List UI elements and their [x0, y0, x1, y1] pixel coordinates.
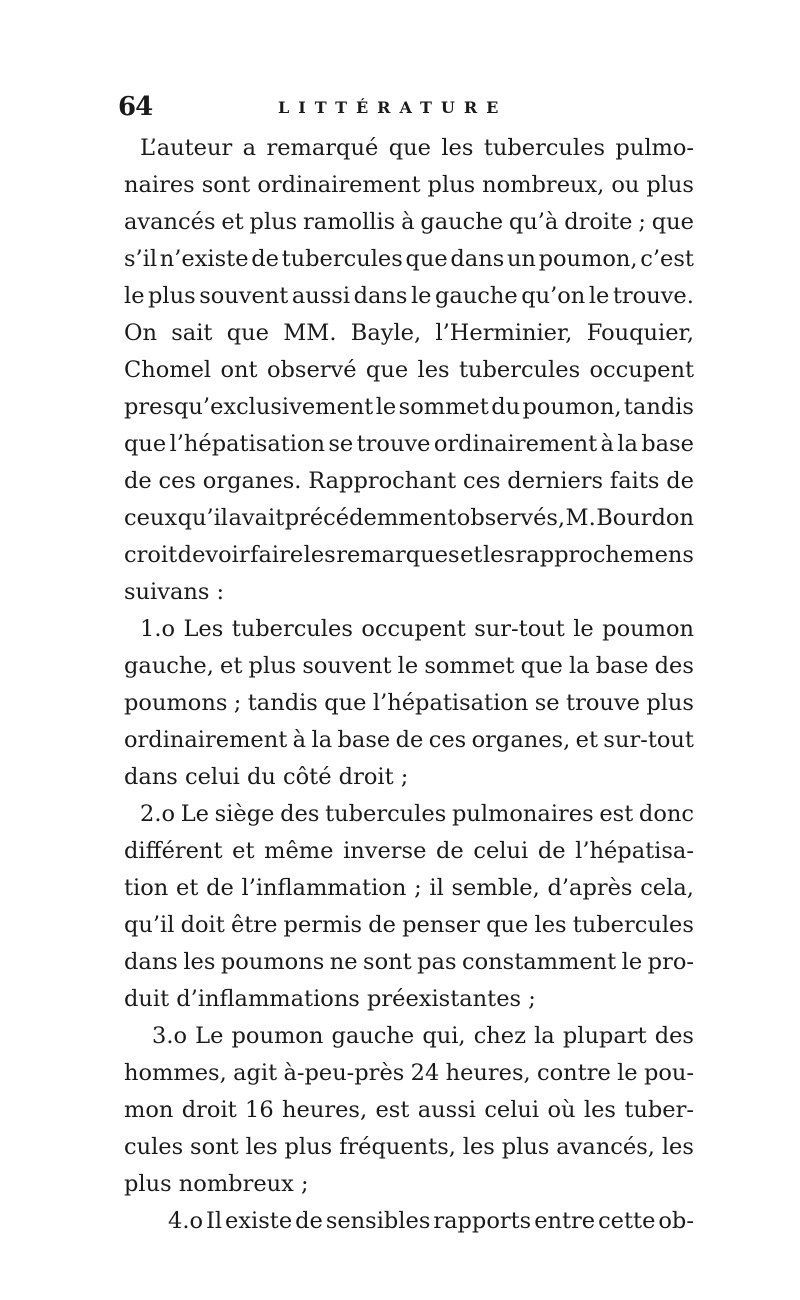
text-line: s’il n’existe de tubercules que dans un poumon, c’est: [124, 246, 694, 272]
text-line: L’auteur a remarqué que les tubercules pulmo-: [140, 135, 694, 161]
text-line: 4.o Il existe de sensibles rapports entre cette ob-: [168, 1208, 694, 1234]
page-number: 64: [118, 92, 153, 122]
text-line: qu’il doit être permis de penser que les tubercules: [124, 912, 694, 938]
text-line: ceux qu’il avait précédemment observés, M. Bourdon: [124, 505, 694, 531]
text-line: poumons ; tandis que l’hépatisation se trouve plus: [124, 690, 694, 716]
text-line: croit devoir faire les remarques et les rapprochemens: [124, 542, 694, 568]
text-line: dans les poumons ne sont pas constamment le pro-: [124, 949, 694, 975]
text-line: plus nombreux ;: [124, 1171, 309, 1197]
text-line: 1.o Les tubercules occupent sur-tout le poumon: [140, 616, 694, 642]
text-line: 3.o Le poumon gauche qui, chez la plupart des: [152, 1023, 694, 1049]
text-line: mon droit 16 heures, est aussi celui où les tuber-: [124, 1097, 694, 1123]
text-line: duit d’inflammations préexistantes ;: [124, 986, 536, 1012]
text-line: gauche, et plus souvent le sommet que la base des: [124, 653, 694, 679]
text-line: suivans :: [124, 579, 225, 605]
text-line: On sait que MM. Bayle, l’Herminier, Fouquier,: [124, 320, 694, 346]
text-line: hommes, agit à-peu-près 24 heures, contre le pou-: [124, 1060, 694, 1086]
text-line: 2.o Le siège des tubercules pulmonaires est donc: [140, 801, 694, 827]
text-line: Chomel ont observé que les tubercules occupent: [124, 357, 694, 383]
body-text: [124, 130, 694, 1240]
text-line: ordinairement à la base de ces organes, et sur-tout: [124, 727, 694, 753]
text-line: le plus souvent aussi dans le gauche qu’on le trouve.: [124, 283, 694, 309]
text-line: naires sont ordinairement plus nombreux, ou plus: [124, 172, 694, 198]
text-line: avancés et plus ramollis à gauche qu’à droite ; que: [124, 209, 694, 235]
text-line: presqu’exclusivement le sommet du poumon, tandis: [124, 394, 694, 420]
text-line: différent et même inverse de celui de l’hépatisa-: [124, 838, 694, 864]
text-line: tion et de l’inflammation ; il semble, d’après cela,: [124, 875, 694, 901]
running-title: LITTÉRATURE: [278, 98, 508, 117]
text-line: cules sont les plus fréquents, les plus avancés, les: [124, 1134, 694, 1160]
text-line: dans celui du côté droit ;: [124, 764, 409, 790]
text-line: de ces organes. Rapprochant ces derniers faits de: [124, 468, 694, 494]
text-line: que l’hépatisation se trouve ordinairement à la base: [124, 431, 694, 457]
page-header: [118, 92, 688, 132]
